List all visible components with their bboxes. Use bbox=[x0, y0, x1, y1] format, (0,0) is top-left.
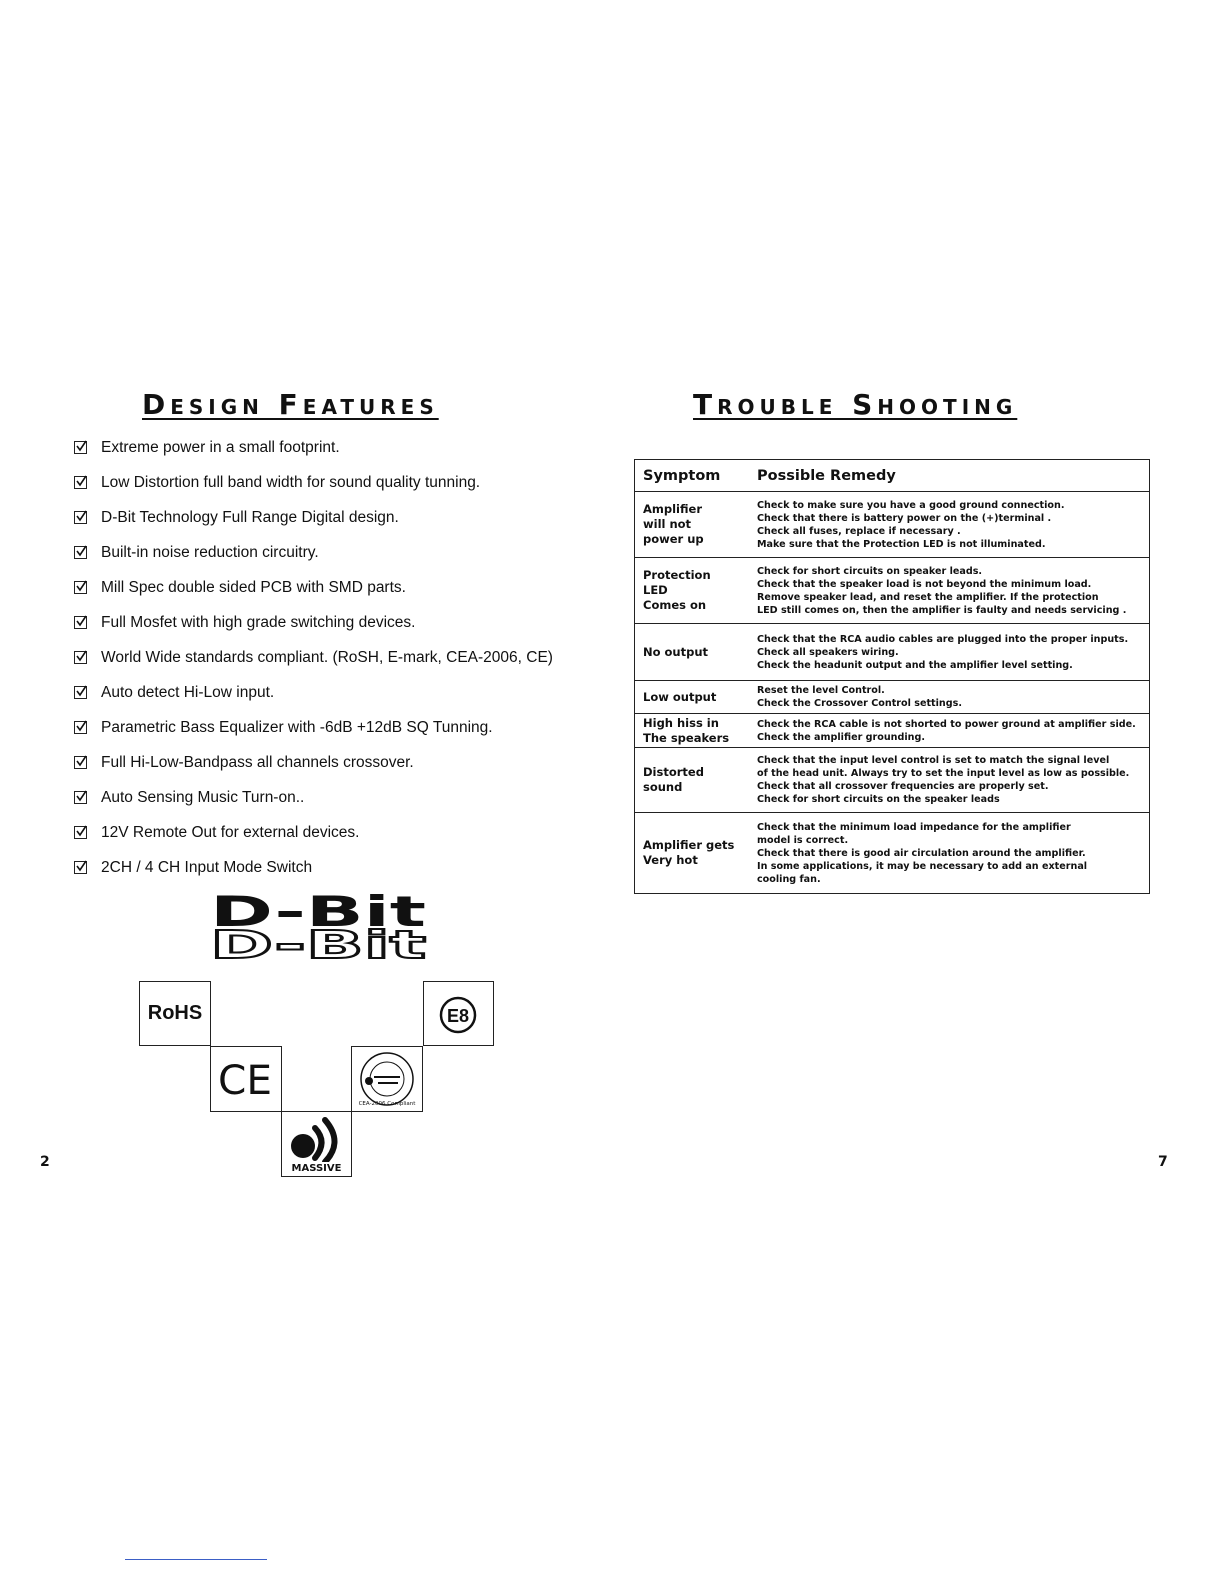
massive-brand-logo bbox=[281, 1111, 352, 1177]
feature-text: Mill Spec double sided PCB with SMD parts. bbox=[101, 578, 406, 596]
checked-box-icon bbox=[74, 511, 87, 524]
feature-text: Full Hi-Low-Bandpass all channels crossover. bbox=[101, 753, 414, 771]
ce-certification bbox=[210, 1046, 282, 1112]
symptom-line: High hiss in bbox=[643, 715, 719, 730]
symptom-line: Very hot bbox=[643, 853, 698, 867]
table-row bbox=[635, 680, 1149, 713]
remedy-line: Check all speakers wiring. bbox=[757, 646, 899, 658]
remedy-line: LED still comes on, then the amplifier is faulty and needs servicing . bbox=[757, 604, 1127, 616]
feature-list bbox=[74, 430, 553, 885]
checked-box-icon bbox=[74, 581, 87, 594]
rohs-label: RoHS bbox=[147, 1002, 203, 1024]
e-mark-label: E8 bbox=[446, 1006, 470, 1026]
checked-box-icon bbox=[74, 651, 87, 664]
remedy-line: Check the headunit output and the amplifier level setting. bbox=[757, 659, 1073, 671]
feature-item bbox=[74, 535, 553, 570]
remedy-cell bbox=[757, 684, 1149, 710]
feature-text: Built-in noise reduction circuitry. bbox=[101, 543, 319, 561]
remedy-line: Check that there is battery power on the (+)terminal . bbox=[757, 512, 1052, 524]
remedy-line: of the head unit. Always try to set the input level as low as possible. bbox=[757, 768, 1130, 779]
symptom-cell bbox=[635, 690, 757, 705]
troubleshooting-table bbox=[634, 459, 1150, 894]
checked-box-icon bbox=[74, 686, 87, 699]
d-bit-logo-text: D-Bit bbox=[210, 890, 426, 936]
remedy-line: model is correct. bbox=[757, 834, 849, 846]
table-row bbox=[635, 812, 1149, 893]
cea-label: CEA-2006 Compliant bbox=[358, 1101, 416, 1107]
e-mark-certification bbox=[423, 981, 494, 1046]
symptom-line: power up bbox=[643, 532, 704, 546]
feature-item bbox=[74, 605, 553, 640]
e-mark-icon bbox=[424, 982, 492, 1044]
remedy-line: cooling fan. bbox=[757, 873, 821, 885]
remedy-line: Check the RCA cable is not shorted to power ground at amplifier side. bbox=[757, 718, 1136, 730]
table-row bbox=[635, 623, 1149, 680]
table-row bbox=[635, 713, 1149, 747]
checked-box-icon bbox=[74, 616, 87, 629]
feature-text: Auto Sensing Music Turn-on.. bbox=[101, 788, 305, 806]
remedy-line: Check for short circuits on speaker leads. bbox=[757, 565, 983, 577]
design-features-heading: Design Features bbox=[142, 388, 439, 421]
feature-text: Parametric Bass Equalizer with -6dB +12dB SQ Tunning. bbox=[101, 718, 493, 736]
remedy-line: Check the Crossover Control settings. bbox=[757, 698, 962, 709]
footer-link-underline bbox=[125, 1559, 267, 1560]
table-row bbox=[635, 557, 1149, 623]
checked-box-icon bbox=[74, 721, 87, 734]
symptom-line: Low output bbox=[643, 689, 717, 704]
feature-item bbox=[74, 500, 553, 535]
checked-box-icon bbox=[74, 476, 87, 489]
symptom-cell bbox=[635, 502, 757, 547]
remedy-line: Check that the speaker load is not beyond the minimum load. bbox=[757, 578, 1092, 590]
cea-seal-icon bbox=[352, 1047, 421, 1110]
symptom-cell bbox=[635, 716, 757, 746]
remedy-cell bbox=[757, 718, 1149, 744]
remedy-line: Check that there is good air circulation around the amplifier. bbox=[757, 847, 1086, 859]
symptom-line: The speakers bbox=[643, 730, 730, 745]
table-header-row bbox=[635, 460, 1149, 491]
remedy-line: In some applications, it may be necessary to add an external bbox=[757, 860, 1088, 872]
checked-box-icon bbox=[74, 791, 87, 804]
feature-text: Low Distortion full band width for sound quality tunning. bbox=[101, 473, 481, 491]
remedy-line: Check to make sure you have a good ground connection. bbox=[757, 499, 1065, 511]
feature-item bbox=[74, 780, 553, 815]
symptom-line: Protection bbox=[643, 568, 711, 582]
cea-2006-certification bbox=[351, 1046, 423, 1112]
remedy-line: Check that the minimum load impedance for the amplifier bbox=[757, 821, 1071, 833]
remedy-line: Remove speaker lead, and reset the amplifier. If the protection bbox=[757, 591, 1099, 603]
remedy-line: Make sure that the Protection LED is not illuminated. bbox=[757, 538, 1046, 550]
remedy-cell bbox=[757, 499, 1149, 551]
massive-label: MASSIVE bbox=[291, 1163, 342, 1174]
symptom-line: will not bbox=[643, 517, 692, 531]
feature-item bbox=[74, 850, 553, 885]
feature-text: Extreme power in a small footprint. bbox=[101, 438, 340, 456]
remedy-cell bbox=[757, 821, 1149, 886]
remedy-cell bbox=[757, 565, 1149, 617]
symptom-line: Comes on bbox=[643, 598, 707, 612]
rohs-certification bbox=[139, 981, 211, 1046]
symptom-cell bbox=[635, 568, 757, 613]
symptom-cell bbox=[635, 765, 757, 795]
checked-box-icon bbox=[74, 441, 87, 454]
feature-item bbox=[74, 745, 553, 780]
d-bit-logo bbox=[208, 890, 430, 962]
page-number-left: 2 bbox=[40, 1154, 50, 1170]
symptom-line: No output bbox=[643, 644, 709, 659]
remedy-line: Check that the RCA audio cables are plugged into the proper inputs. bbox=[757, 633, 1129, 645]
checked-box-icon bbox=[74, 861, 87, 874]
feature-item bbox=[74, 640, 553, 675]
remedy-line: Check for short circuits on the speaker leads bbox=[757, 794, 1000, 805]
remedy-line: Check that the input level control is set to match the signal level bbox=[757, 755, 1110, 766]
ce-label: CE bbox=[218, 1058, 272, 1104]
feature-item bbox=[74, 710, 553, 745]
remedy-line: Check that all crossover frequencies are properly set. bbox=[757, 781, 1049, 792]
feature-text: Full Mosfet with high grade switching devices. bbox=[101, 613, 416, 631]
feature-text: Auto detect Hi-Low input. bbox=[101, 683, 275, 701]
feature-item bbox=[74, 675, 553, 710]
checked-box-icon bbox=[74, 826, 87, 839]
feature-text: D-Bit Technology Full Range Digital design. bbox=[101, 508, 399, 526]
trouble-shooting-heading: Trouble Shooting bbox=[693, 388, 1018, 421]
remedy-column-header: Possible Remedy bbox=[757, 467, 896, 484]
feature-text: World Wide standards compliant. (RoSH, E-mark, CEA-2006, CE) bbox=[101, 648, 553, 666]
d-bit-logo-reflection: D-Bit bbox=[210, 923, 426, 962]
remedy-line: Check the amplifier grounding. bbox=[757, 731, 925, 743]
ce-mark-icon bbox=[211, 1047, 280, 1110]
checked-box-icon bbox=[74, 756, 87, 769]
feature-item bbox=[74, 570, 553, 605]
table-row bbox=[635, 491, 1149, 557]
feature-item bbox=[74, 465, 553, 500]
symptom-line: Amplifier gets bbox=[643, 838, 735, 852]
feature-item bbox=[74, 430, 553, 465]
page-number-right: 7 bbox=[1158, 1154, 1168, 1170]
table-row bbox=[635, 747, 1149, 812]
massive-sound-icon bbox=[282, 1112, 350, 1162]
feature-item bbox=[74, 815, 553, 850]
remedy-line: Reset the level Control. bbox=[757, 685, 885, 696]
symptom-line: sound bbox=[643, 780, 683, 794]
symptom-line: Distorted bbox=[643, 765, 704, 779]
symptom-line: Amplifier bbox=[643, 502, 702, 516]
feature-text: 2CH / 4 CH Input Mode Switch bbox=[101, 858, 313, 876]
symptom-column-header: Symptom bbox=[643, 467, 721, 484]
symptom-cell bbox=[635, 645, 757, 660]
remedy-line: Check all fuses, replace if necessary . bbox=[757, 525, 961, 537]
symptom-line: LED bbox=[643, 583, 668, 597]
remedy-cell bbox=[757, 633, 1149, 672]
remedy-cell bbox=[757, 754, 1149, 806]
checked-box-icon bbox=[74, 546, 87, 559]
symptom-cell bbox=[635, 838, 757, 868]
feature-text: 12V Remote Out for external devices. bbox=[101, 823, 360, 841]
